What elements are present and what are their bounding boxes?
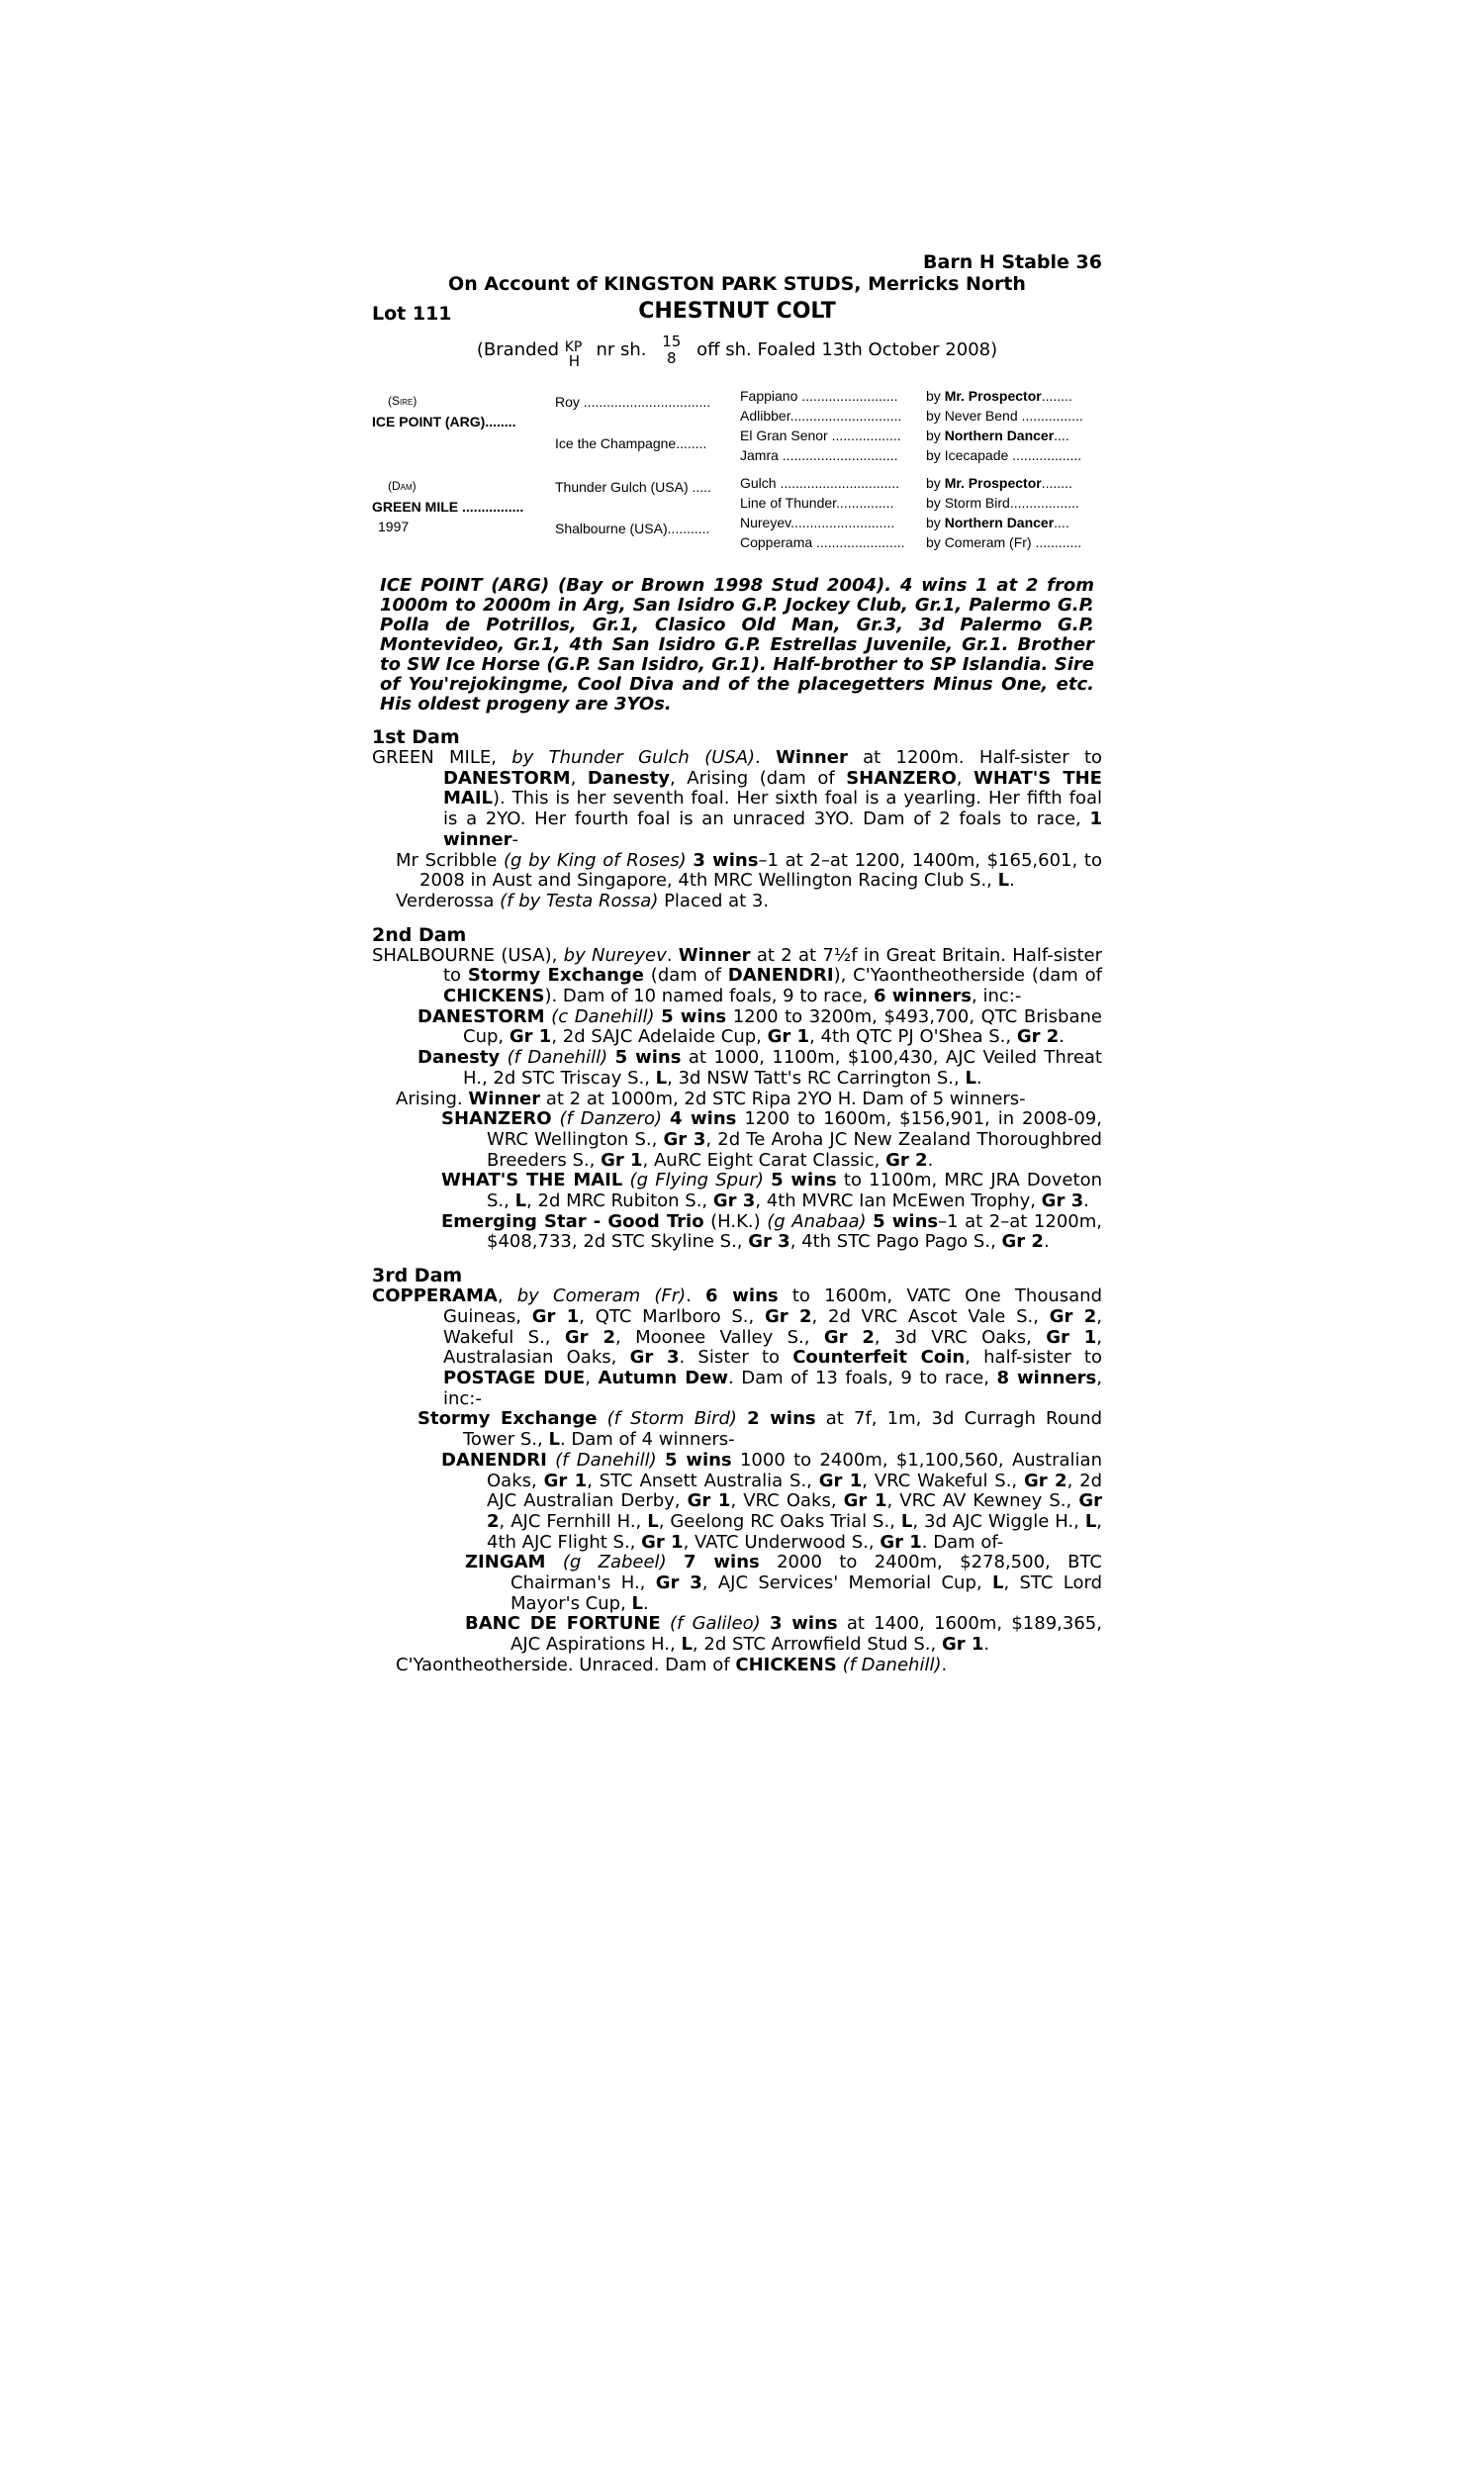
gen2-item: Roy ................................. [555,394,711,410]
second-dam-section [372,924,1102,1254]
progeny-entry: Mr Scribble (g by King of Roses) 3 wins–1 at 2–at 1200, 1400m, $165,601, to 2008 in Aust and Singapore, 4th MRC Wellington Racing Club S., L. [396,849,1102,892]
catalogue-page [372,251,1102,1676]
progeny-entry: BANC DE FORTUNE (f Galileo) 3 wins at 1400, 1600m, $189,365, AJC Aspirations H., L, 2d STC Arrowfield Stud S., Gr 1. [465,1613,1102,1656]
progeny-entry: Verderossa (f by Testa Rossa) Placed at 3. [396,890,770,911]
gen3-item: Gulch ............................... [740,475,900,491]
dam-label: (Dam) [388,479,417,493]
gen4-item: by Northern Dancer.... [926,428,1069,443]
gen3-item: Adlibber............................. [740,408,902,424]
brand-line [372,331,1102,370]
first-dam-section [372,726,1102,912]
gen3-item: El Gran Senor .................. [740,428,901,443]
gen4-item: by Mr. Prospector........ [926,388,1072,404]
brand-number-bottom: 8 [667,349,677,367]
sire-summary: ICE POINT (ARG) (Bay or Brown 1998 Stud 2004). 4 wins 1 at 2 from 1000m to 2000m in Arg, San Isidro G.P. Jockey Club, Gr.1, Palermo G.P. Polla de Potrillos, Gr.1, Clasico Old Man, Gr.3, 3d Palermo G.P. Montevideo, Gr.1, 4th San Isidro G.P. Estrellas Juvenile, Gr.1. Brother to SW Ice Horse (G.P. San Isidro, Gr.1). Half-brother to SP Islandia. Sire of You'rejokingme, Cool Diva and of the placegetters Minus One, etc. His oldest progeny are 3YOs. [380,575,1094,714]
gen4-item: by Comeram (Fr) ............ [926,534,1082,550]
gen3-item: Jamra .............................. [740,447,898,463]
barn-stable: Barn H Stable 36 [923,251,1102,273]
gen4-item: by Icecapade .................. [926,447,1082,463]
lot-number: Lot 111 [372,303,452,325]
progeny-entry: DANESTORM (c Danehill) 5 wins 1200 to 3200m, $493,700, QTC Brisbane Cup, Gr 1, 2d SAJC Adelaide Cup, Gr 1, 4th QTC PJ O'Shea S., Gr 2. [417,1005,1102,1048]
progeny-entry: ZINGAM (g Zabeel) 7 wins 2000 to 2400m, $278,500, BTC Chairman's H., Gr 3, AJC Services' Memorial Cup, L, STC Lord Mayor's Cup, L. [465,1552,1102,1614]
vendor-account: On Account of KINGSTON PARK STUDS, Merricks North [448,273,1026,295]
sire-name: ICE POINT (ARG)........ [372,414,516,429]
pedigree-table [372,388,1102,554]
progeny-entry: C'Yaontheotherside. Unraced. Dam of CHICKENS (f Danehill). [396,1654,948,1675]
gen3-item: Line of Thunder............... [740,495,894,511]
gen3-item: Nureyev........................... [740,515,895,530]
second-dam-heading: 2nd Dam [372,923,467,946]
gen2-item: Shalbourne (USA)........... [555,521,710,536]
first-dam-heading: 1st Dam [372,726,460,748]
brand-mark-bottom: H [568,352,581,370]
progeny-entry: Danesty (f Danehill) 5 wins at 1000, 1100m, $100,430, AJC Veiled Threat H., 2d STC Triscay S., L, 3d NSW Tatt's RC Carrington S., L. [417,1047,1102,1089]
gen3-item: Copperama ....................... [740,534,905,550]
second-dam-paragraph: SHALBOURNE (USA), by Nureyev. Winner at 2 at 7½f in Great Britain. Half-sister to Stormy Exchange (dam of DANENDRI), C'Yaontheotherside (dam of CHICKENS). Dam of 10 named foals, 9 to race, 6 winners, inc:- [372,944,1102,1007]
third-dam-heading: 3rd Dam [372,1265,463,1287]
brand-mark-top: KP [564,339,583,355]
third-dam-progeny [372,1409,1102,1675]
gen4-item: by Never Bend ................ [926,408,1083,424]
gen2-item: Thunder Gulch (USA) ..... [555,479,711,495]
horse-description: CHESTNUT COLT [638,299,836,324]
progeny-entry: DANENDRI (f Danehill) 5 wins 1000 to 2400m, $1,100,560, Australian Oaks, Gr 1, STC Ansett Australia S., Gr 1, VRC Wakeful S., Gr 2, 2d AJC Australian Derby, Gr 1, VRC Oaks, Gr 1, VRC AV Kewney S., Gr 2, AJC Fernhill H., L, Geelong RC Oaks Trial S., L, 3d AJC Wiggle H., L, 4th AJC Flight S., Gr 1, VATC Underwood S., Gr 1. Dam of- [441,1449,1103,1553]
branded-prefix: (Branded [476,339,560,360]
lot-row [372,299,1102,329]
foaled-date: off sh. Foaled 13th October 2008) [696,339,998,360]
progeny-entry: WHAT'S THE MAIL (g Flying Spur) 5 wins to 1100m, MRC JRA Doveton S., L, 2d MRC Rubiton S., Gr 3, 4th MVRC Ian McEwen Trophy, Gr 3. [441,1170,1102,1212]
gen4-item: by Northern Dancer.... [926,515,1069,530]
brand-mark-icon [564,332,591,370]
progeny-entry: Stormy Exchange (f Storm Bird) 2 wins at 7f, 1m, 3d Curragh Round Tower S., L. Dam of 4 winners- [417,1408,1102,1451]
dam-name: GREEN MILE ................ [372,499,524,515]
progeny-entry: SHANZERO (f Danzero) 4 wins 1200 to 1600m, $156,901, in 2008-09, WRC Wellington S., Gr 3, 2d Te Aroha JC New Zealand Thoroughbred Breeders S., Gr 1, AuRC Eight Carat Classic, Gr 2. [441,1108,1102,1171]
second-dam-progeny [372,1007,1102,1253]
gen4-item: by Storm Bird.................. [926,495,1079,511]
gen4-item: by Mr. Prospector........ [926,475,1072,491]
brand-number-top: 15 [662,333,682,350]
progeny-entry: Emerging Star - Good Trio (H.K.) (g Anabaa) 5 wins–1 at 2–at 1200m, $408,733, 2d STC Skyline S., Gr 3, 4th STC Pago Pago S., Gr 2. [441,1210,1102,1253]
sire-label: (Sire) [388,394,417,408]
dam-year: 1997 [378,519,410,534]
first-dam-paragraph: GREEN MILE, by Thunder Gulch (USA). Winner at 1200m. Half-sister to DANESTORM, Danesty, Arising (dam of SHANZERO, WHAT'S THE MAIL). This is her seventh foal. Her sixth foal is a yearling. Her fifth foal is a 2YO. Her fourth foal is an unraced 3YO. Dam of 2 foals to race, 1 winner- [372,747,1103,850]
third-dam-paragraph: COPPERAMA, by Comeram (Fr). 6 wins to 1600m, VATC One Thousand Guineas, Gr 1, QTC Marlboro S., Gr 2, 2d VRC Ascot Vale S., Gr 2, Wakeful S., Gr 2, Moonee Valley S., Gr 2, 3d VRC Oaks, Gr 1, Australasian Oaks, Gr 3. Sister to Counterfeit Coin, half-sister to POSTAGE DUE, Autumn Dew. Dam of 13 foals, 9 to race, 8 winners, inc:- [372,1285,1103,1409]
progeny-entry: Arising. Winner at 2 at 1000m, 2d STC Ripa 2YO H. Dam of 5 winners- [396,1088,1026,1109]
gen2-item: Ice the Champagne........ [555,435,707,451]
third-dam-section [372,1265,1102,1675]
gen3-item: Fappiano ......................... [740,388,898,404]
first-dam-progeny [372,851,1102,912]
near-shoulder: nr sh. [596,339,647,360]
brand-number [662,333,681,367]
